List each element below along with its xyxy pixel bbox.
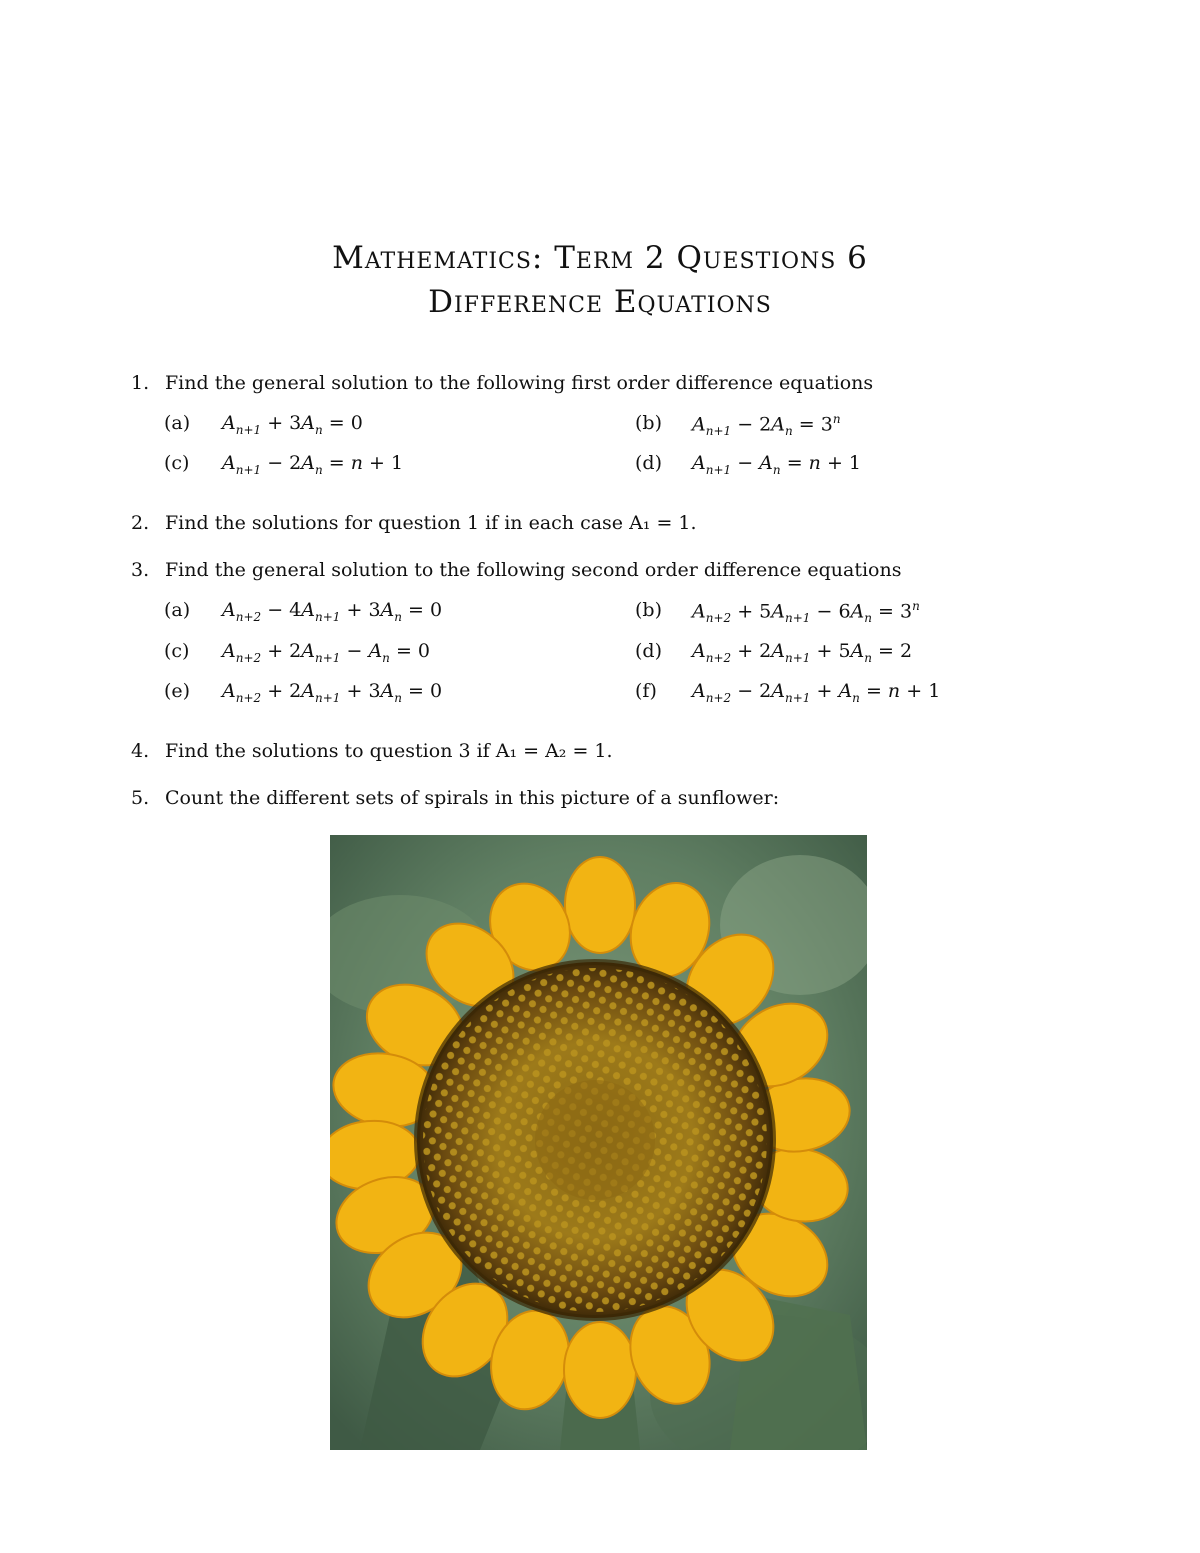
equation: $A_{n+2} + 2A_{n+1} - A_n = 0$: [222, 640, 431, 665]
part-label: (e): [164, 680, 191, 702]
page-subtitle: Difference Equations: [428, 284, 772, 320]
equation: $A_{n+2} + 2A_{n+1} + 3A_n = 0$: [222, 680, 443, 705]
equation: $A_{n+2} + 2A_{n+1} + 5A_n = 2$: [692, 640, 913, 665]
question-text: Find the general solution to the following second order difference equations: [165, 559, 902, 581]
part-label: (d): [635, 452, 662, 474]
equation: $A_{n+2} - 4A_{n+1} + 3A_n = 0$: [222, 599, 443, 624]
equation: $A_{n+2} - 2A_{n+1} + A_n = n + 1$: [692, 680, 941, 705]
part-label: (f): [635, 680, 657, 702]
part-label: (a): [164, 599, 191, 621]
sunflower-photo: [330, 835, 867, 1450]
page-title: Mathematics: Term 2 Questions 6: [332, 240, 868, 276]
part-label: (d): [635, 640, 662, 662]
part-label: (a): [164, 412, 191, 434]
equation: $A_{n+1} - 2A_n = n + 1$: [222, 452, 404, 477]
question-number: 3.: [131, 559, 150, 581]
question-text: Find the solutions for question 1 if in each case A₁ = 1.: [165, 512, 697, 534]
question-text: Find the solutions to question 3 if A₁ = A₂ = 1.: [165, 740, 613, 762]
question-number: 2.: [131, 512, 150, 534]
part-label: (b): [635, 599, 662, 621]
part-label: (c): [164, 640, 190, 662]
equation: $A_{n+1} + 3A_n = 0$: [222, 412, 363, 437]
question-text: Find the general solution to the following first order difference equations: [165, 372, 874, 394]
question-number: 1.: [131, 372, 150, 394]
equation: $A_{n+1} - A_n = n + 1$: [692, 452, 862, 477]
question-number: 5.: [131, 787, 150, 809]
question-number: 4.: [131, 740, 150, 762]
equation: $A_{n+2} + 5A_{n+1} - 6A_n = 3^n$: [692, 599, 920, 626]
part-label: (c): [164, 452, 190, 474]
question-text: Count the different sets of spirals in this picture of a sunflower:: [165, 787, 780, 809]
equation: $A_{n+1} - 2A_n = 3^n$: [692, 412, 841, 439]
part-label: (b): [635, 412, 662, 434]
